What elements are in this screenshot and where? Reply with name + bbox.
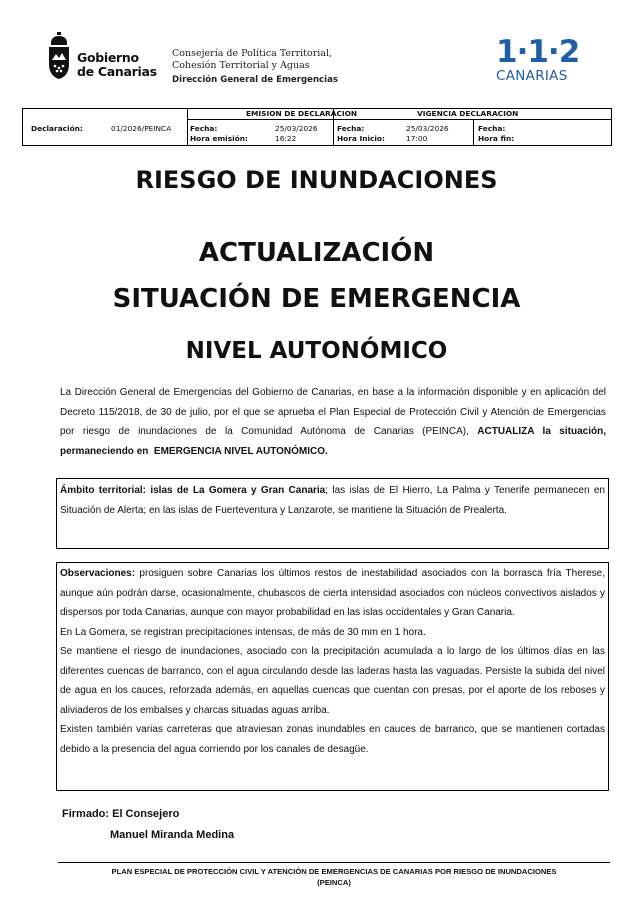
emision-hora-value: 16:22 [275,134,297,143]
observaciones-p3: Se mantiene el riesgo de inundaciones, asociado con la precipitación acumulada a lo largo de los últimos días en las diferentes cuencas de barranco, con el agua circulando desde las laderas hasta las vaguadas. Persiste la subida del nivel de agua en los cauces, reforzada además, en aquellas cuencas que cuentan con presas, por el aporte de los reboses y aliviaderos de los embalses y charcas situadas aguas arriba. [60,646,605,716]
declaration-table [22,108,612,146]
consejeria-line-2: Cohesión Territorial y Aguas [172,59,310,71]
emision-fecha-label: Fecha: [190,124,218,133]
emision-fecha-value: 25/03/2026 [275,124,318,133]
consejeria-block [172,48,338,87]
ambito-label: Ámbito territorial: [60,485,146,496]
declaracion-value: 01/2026/PEINCA [111,124,172,133]
intro-paragraph [60,383,606,461]
intro-emergencia: EMERGENCIA NIVEL AUTONÓMICO. [153,445,328,457]
observaciones-box [56,562,609,791]
ambito-box [56,478,609,549]
vigencia-fin-hora-label: Hora fin: [478,134,515,143]
title-riesgo: RIESGO DE INUNDACIONES [135,166,498,194]
logo-112-canarias [496,34,580,84]
observaciones-label: Observaciones: [60,568,136,579]
footer-line-2: (PEINCA) [317,878,351,887]
declaracion-label: Declaración: [31,124,83,133]
logo-112-text: CANARIAS [496,68,568,84]
observaciones-p2: En La Gomera, se registran precipitaciones intensas, de más de 30 mm en 1 hora. [60,626,426,638]
vigencia-fecha-label: Fecha: [337,124,365,133]
title-situacion: SITUACIÓN DE EMERGENCIA [112,284,521,314]
firmante-name: Manuel Miranda Medina [110,829,235,841]
footer-divider [58,862,610,863]
emision-hora-label: Hora emisión: [190,134,248,143]
title-actualizacion: ACTUALIZACIÓN [198,238,435,268]
emision-header: EMISION DE DECLARACION [246,109,358,118]
consejeria-line-1: Consejería de Política Territorial, [172,48,333,59]
gobierno-line-2: de Canarias [77,64,157,79]
intro-actualiza: ACTUALIZA la situación, permaneciendo en [60,426,606,457]
logo-112-number: 1·1·2 [496,34,580,70]
vigencia-inicio-label: Hora Inicio: [337,134,385,143]
gobierno-line-1: Gobierno [77,50,139,65]
intro-text: La Dirección General de Emergencias del Gobierno de Canarias, en base a la información disponible y en aplicación del Decreto 115/2018, de 30 de julio, por el que se aprueba el Plan Especial de Protección Civil y Atención de Emergencias por riesgo de inundaciones de la Comunidad Autónoma de Canarias (PEINCA), [60,387,606,437]
direccion-general: Dirección General de Emergencias [172,75,339,85]
footer [58,866,610,888]
observaciones-p4: Existen también varias carreteras que atraviesan zonas inundables en cauces de barranco, que se mantienen cortadas debido a la presencia del agua corriendo por los canales de desagüe. [60,724,605,755]
ambito-text: ; las islas de El Hierro, La Palma y Tenerife permanecen en Situación de Alerta; en las islas de Fuerteventura y Lanzarote, se mantiene la Situación de Prealerta. [60,485,605,516]
vigencia-header: VIGENCIA DECLARACION [417,109,519,118]
gobierno-name [77,51,157,79]
footer-line-1: PLAN ESPECIAL DE PROTECCIÓN CIVIL Y ATENCIÓN DE EMERGENCIAS DE CANARIAS POR RIESGO DE INUNDACIONES [111,867,557,876]
vigencia-inicio-value: 17:00 [406,134,428,143]
firmado-label: Firmado: El Consejero [62,808,180,820]
observaciones-p1: prosiguen sobre Canarias los últimos restos de inestabilidad asociados con la borrasca fría Therese, aunque aún podrán darse, ocasionalmente, chubascos de cierta intensidad asociados con núcleos convectivos aislados y dispersos por toda Canarias, aunque con mayor probabilidad en las islas occidentales y Gran Canaria. [60,568,605,618]
vigencia-fecha-value: 25/03/2026 [406,124,449,133]
title-nivel: NIVEL AUTONÓMICO [185,338,448,364]
ambito-islands: islas de La Gomera y Gran Canaria [150,485,326,496]
vigencia-fin-fecha-label: Fecha: [478,124,506,133]
gobierno-crest-logo [46,32,72,80]
